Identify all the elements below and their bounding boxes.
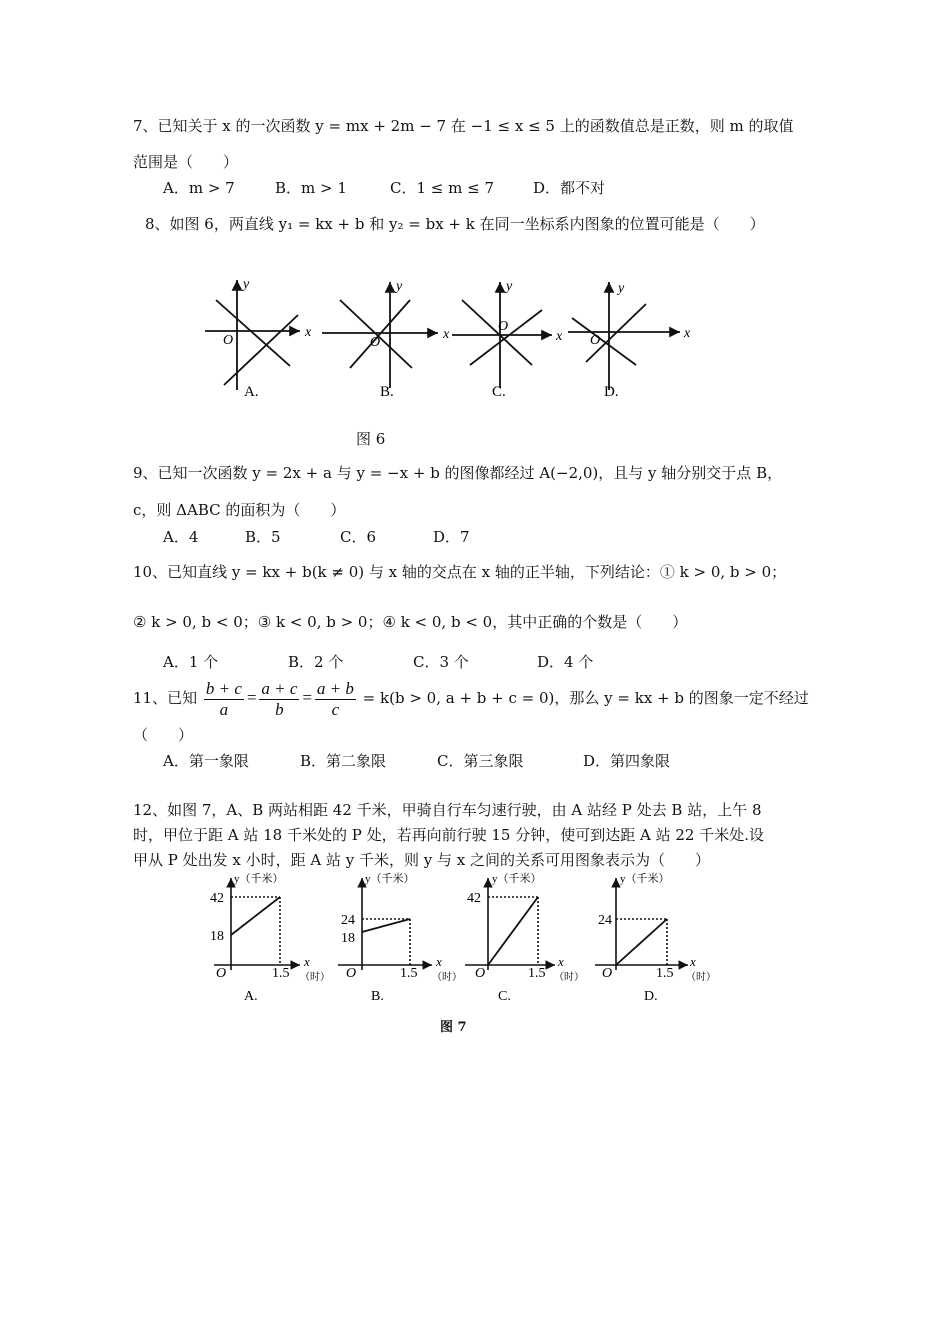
q7-line2: 范围是（ ） [133, 153, 239, 171]
fig7-a-ylabel: y（千米） [234, 873, 284, 885]
fig7-d-ytick-1: 24 [598, 913, 612, 928]
graph-d-label: D. [604, 384, 619, 400]
graph-c-y: y [506, 279, 513, 294]
fig7-graph-a [214, 878, 300, 970]
fig7-d-xunit: （时） [686, 972, 716, 983]
graph-c-label: C. [492, 384, 506, 400]
q11-fraction-2-numerator: a + c [261, 678, 298, 698]
q11-fraction-3-denominator: c [331, 699, 340, 719]
q11-fraction-3 [315, 679, 356, 720]
q11-fraction-1-denominator: a [219, 699, 229, 719]
fig7-a-ytick-2: 18 [210, 929, 224, 944]
q12-line3: 甲从 P 处出发 x 小时，距 A 站 y 千米，则 y 与 x 之间的关系可用图象表示为（ ） [133, 851, 711, 869]
fig7-d-label: D. [644, 989, 658, 1004]
q11-fraction-1 [204, 679, 244, 720]
q11-line1: 11、已知 $\frac{b + c}{a}$ = $\frac{a + c}{b}$ = $\frac{a + b}{c}$ = k(b > 0, a + b + c = 0)，那么 y = kx + b 的图象一定不经过 [133, 678, 809, 719]
figure-6-caption: 图 6 [356, 430, 386, 448]
fig7-b-ylabel: y（千米） [365, 873, 415, 885]
fig7-d-xtick: 1.5 [656, 966, 674, 981]
q11-option-c: C．第三象限 [437, 752, 524, 770]
graph-a-origin: O [223, 333, 234, 348]
q9-line1: 9、已知一次函数 y = 2x + a 与 y = −x + b 的图像都经过 A(−2,0)，且与 y 轴分别交于点 B， [133, 464, 783, 482]
q9-option-a: A．4 [163, 528, 199, 546]
q9-option-b: B．5 [245, 528, 281, 546]
graph-b-label: B. [380, 384, 394, 400]
q8-text: 8、如图 6，两直线 y₁ = kx + b 和 y₂ = bx + k 在同一坐标系内图象的位置可能是（ ） [145, 215, 765, 233]
fig7-c-ytick-1: 42 [467, 891, 481, 906]
graph-a-y: y [243, 277, 250, 292]
fig7-b-xtick: 1.5 [400, 966, 418, 981]
fig7-b-ytick-1: 24 [341, 913, 355, 928]
fig7-d-origin: O [602, 966, 613, 981]
q9-option-d: D．7 [433, 528, 470, 546]
fig7-c-label: C. [498, 989, 511, 1004]
graph-d-origin: O [590, 333, 601, 348]
fig7-b-ytick-2: 18 [341, 931, 355, 946]
fig7-c-xlabel: x [558, 954, 564, 969]
q7-option-a: A．m > 7 [163, 179, 235, 197]
graph-b-x: x [443, 327, 450, 342]
graph-c [452, 282, 552, 388]
q7-line1: 7、已知关于 x 的一次函数 y = mx + 2m − 7 在 −1 ≤ x ≤ 5 上的函数值总是正数，则 m 的取值 [133, 117, 794, 135]
fig7-a-xtick: 1.5 [272, 966, 290, 981]
fig7-b-label: B. [371, 989, 384, 1004]
q11-line2: （ ） [133, 726, 194, 744]
fig7-d-xlabel: x [690, 954, 696, 969]
q12-line1: 12、如图 7，A、B 两站相距 42 千米，甲骑自行车匀速行驶，由 A 站经 P 处去 B 站，上午 8 [133, 801, 762, 819]
fig7-c-xunit: （时） [554, 972, 584, 983]
graph-a-x: x [305, 325, 312, 340]
graph-b-y: y [396, 279, 403, 294]
q10-option-c: C．3 个 [413, 653, 469, 671]
graph-c-x: x [556, 329, 563, 344]
q7-option-b: B．m > 1 [275, 179, 347, 197]
q11-option-d: D．第四象限 [583, 752, 671, 770]
q11-suffix: = k(b > 0, a + b + c = 0)，那么 y = kx + b 的图象一定不经过 [362, 689, 809, 707]
q9-line2: c，则 ΔABC 的面积为（ ） [133, 501, 346, 519]
q9-option-c: C．6 [340, 528, 377, 546]
q10-option-b: B．2 个 [288, 653, 344, 671]
fig7-a-xunit: （时） [300, 972, 330, 983]
fig7-b-xunit: （时） [432, 972, 462, 983]
q11-fraction-3-numerator: a + b [316, 678, 354, 698]
graph-d-y: y [618, 281, 625, 296]
q10-option-a: A．1 个 [163, 653, 219, 671]
fig7-b-xlabel: x [436, 954, 442, 969]
q11-option-b: B．第二象限 [300, 752, 387, 770]
fig7-c-xtick: 1.5 [528, 966, 546, 981]
fig7-a-label: A. [244, 989, 258, 1004]
figure-7-caption: 图 7 [440, 1020, 467, 1035]
q11-fraction-2 [259, 679, 299, 720]
figure-6 [200, 270, 700, 405]
fig7-c-ylabel: y（千米） [492, 873, 542, 885]
fig7-b-origin: O [346, 966, 357, 981]
fig7-d-ylabel: y（千米） [620, 873, 670, 885]
fig7-a-xlabel: x [304, 954, 310, 969]
q10-option-d: D．4 个 [537, 653, 594, 671]
q7-option-d: D．都不对 [533, 179, 606, 197]
q10-line2: ② k > 0, b < 0；③ k < 0, b > 0；④ k < 0, b < 0，其中正确的个数是（ ） [133, 613, 688, 631]
graph-c-origin: O [498, 319, 509, 334]
q11-option-a: A．第一象限 [163, 752, 249, 770]
graph-b-origin: O [370, 335, 381, 350]
fig7-a-origin: O [216, 966, 227, 981]
q10-line1: 10、已知直线 y = kx + b(k ≠ 0) 与 x 轴的交点在 x 轴的正半轴，下列结论：① k > 0, b > 0； [133, 563, 787, 581]
q7-option-c: C．1 ≤ m ≤ 7 [390, 179, 494, 197]
q12-line2: 时，甲位于距 A 站 18 千米处的 P 处，若再向前行驶 15 分钟，使可到达距 A 站 22 千米处.设 [133, 826, 765, 844]
graph-d-x: x [684, 326, 691, 341]
q11-fraction-2-denominator: b [275, 699, 284, 719]
q11-fraction-1-numerator: b + c [205, 678, 242, 698]
figure-7 [200, 870, 720, 1010]
graph-d [568, 282, 680, 390]
fig7-c-origin: O [475, 966, 486, 981]
graph-a-label: A. [244, 384, 259, 400]
graph-a [205, 280, 300, 390]
q11-prefix: 11、已知 [133, 689, 198, 707]
fig7-a-ytick-1: 42 [210, 891, 224, 906]
